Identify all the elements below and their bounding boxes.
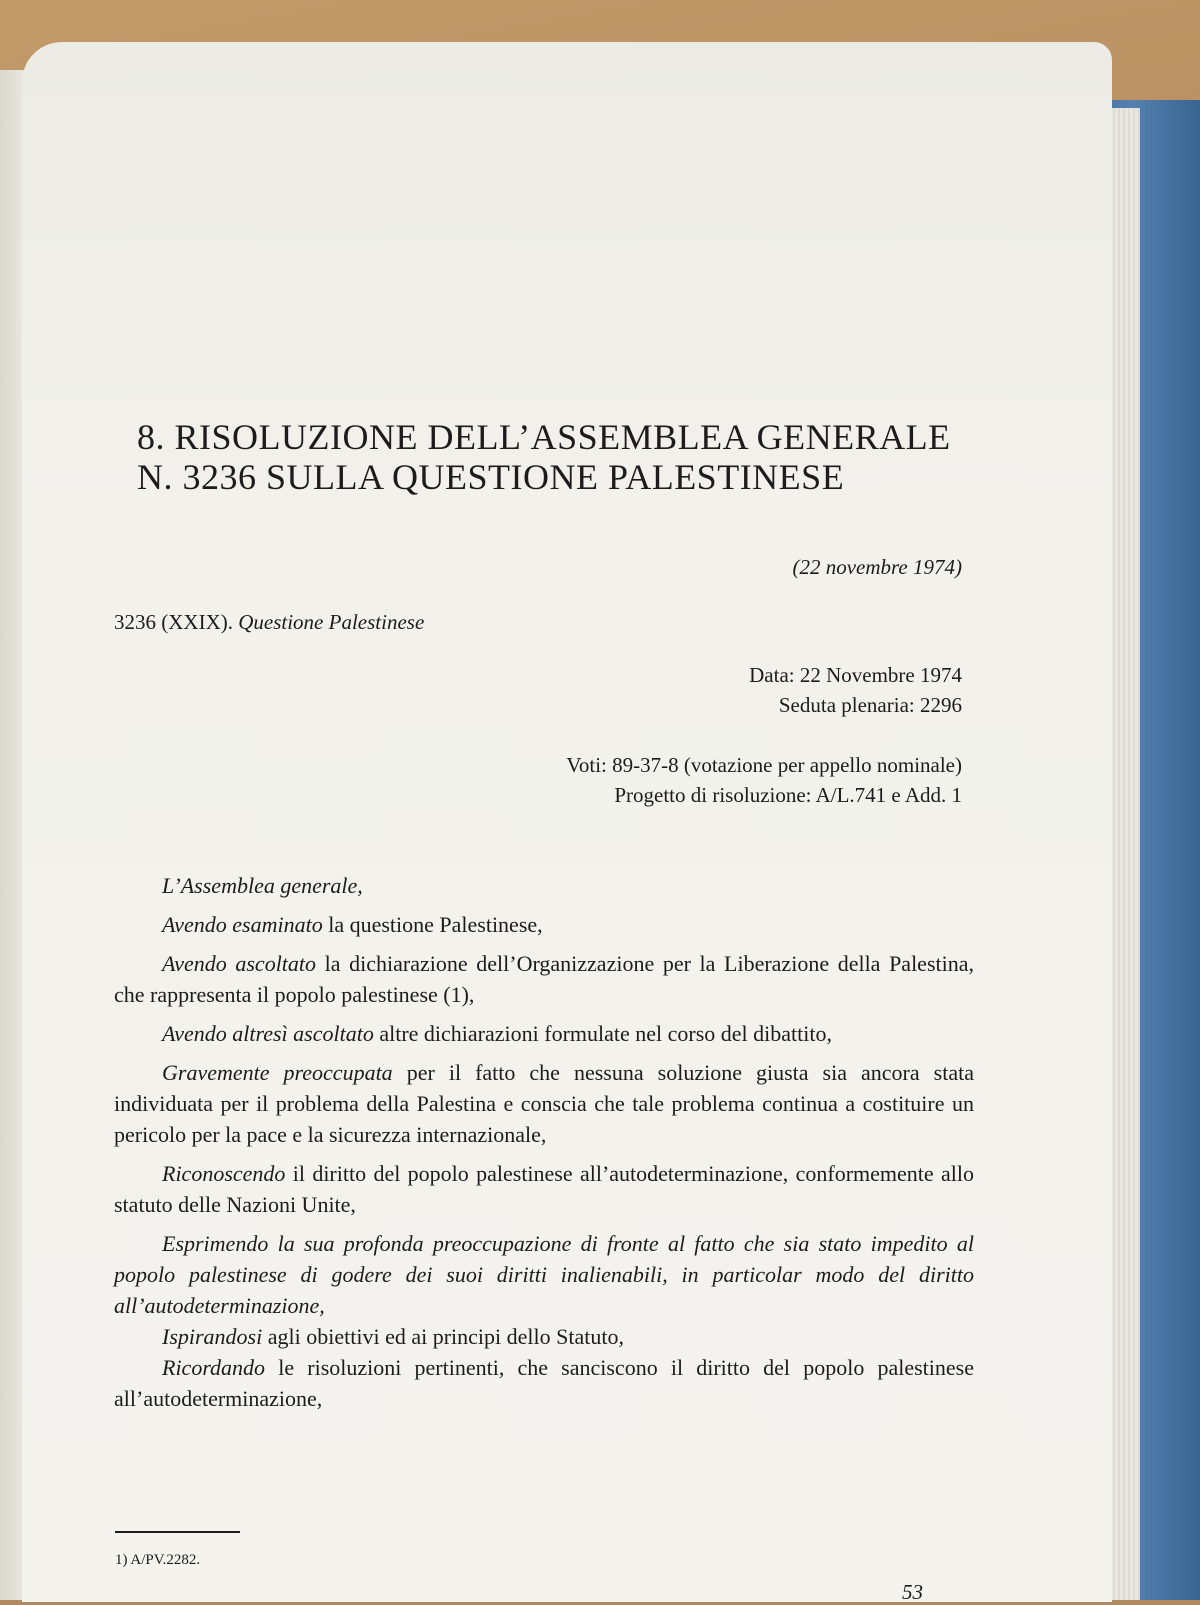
paragraph: Avendo ascoltato la dichiarazione dell’Organizzazione per la Liberazione della Palestina, che rappresenta il popolo palestinese (1), [114,951,974,1007]
footnote-rule [115,1531,240,1533]
meta-progetto: Progetto di risoluzione: A/L.741 e Add. 1 [614,783,962,807]
paragraph: Avendo altresì ascoltato altre dichiarazioni formulate nel corso del dibattito, [162,1021,832,1046]
paragraph: Riconoscendo il diritto del popolo palestinese all’autodeterminazione, conformemente allo statuto delle Nazioni Unite, [114,1161,974,1217]
resolution-id [114,610,424,635]
paragraph: Gravemente preoccupata per il fatto che nessuna soluzione giusta sia ancora stata individuata per il problema della Palestina e conscia che tale problema continua a costituire un pericolo per la pace e la sicurezza internazionale, [114,1060,974,1147]
meta-seduta: Seduta plenaria: 2296 [778,693,962,717]
paragraph: Esprimendo la sua profonda preoccupazione di fronte al fatto che sia stato impedito al popolo palestinese di godere dei suoi diritti inalienabili, in particolar modo del diritto all’autodeterminazione, [114,1231,974,1318]
footnote: 1) A/PV.2282. [115,1552,201,1568]
paragraph: Ricordando le risoluzioni pertinenti, che sanciscono il diritto del popolo palestinese all’autodeterminazione, [114,1355,974,1411]
paragraph: Avendo esaminato la questione Palestinese, [162,912,543,937]
page-number: 53 [902,1580,923,1604]
paragraph: L’Assemblea generale, [162,873,363,898]
resolution-number: 3236 (XXIX). [114,610,233,634]
resolution-body [114,870,974,1414]
resolution-title: Questione Palestinese [238,610,425,634]
meta-block-2 [322,750,962,810]
meta-date: Data: 22 Novembre 1974 [749,663,962,687]
heading-line-1: 8. RISOLUZIONE DELL’ASSEMBLEA GENERALE [137,417,951,457]
paragraph: Ispirandosi agli obiettivi ed ai principi dello Statuto, [162,1324,624,1349]
meta-voti: Voti: 89-37-8 (votazione per appello nominale) [566,753,962,777]
chapter-heading [137,417,1037,497]
date-line: (22 novembre 1974) [792,555,962,579]
book-page [22,42,1112,1602]
heading-line-2: N. 3236 SULLA QUESTIONE PALESTINESE [137,457,845,497]
meta-block-1 [322,660,962,720]
